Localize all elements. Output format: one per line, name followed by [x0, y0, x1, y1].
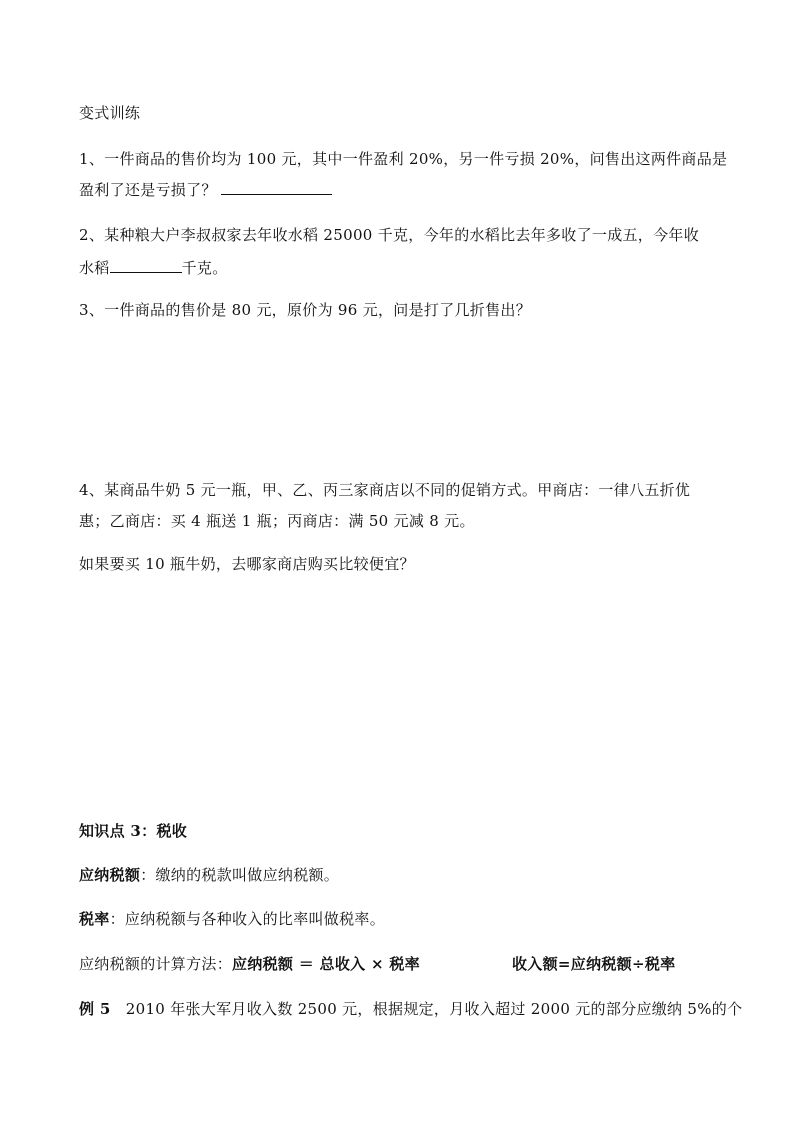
term-tax-amount: 应纳税额	[79, 866, 141, 884]
calculation-label: 应纳税额的计算方法：	[79, 955, 233, 973]
example-5-label: 例 5	[79, 1000, 111, 1018]
answer-blank-1[interactable]	[221, 178, 332, 195]
question-1-text: 盈利了还是亏损了？	[79, 181, 217, 199]
question-2-line-1: 2、某种粮大户李叔叔家去年收水稻 25000 千克，今年的水稻比去年多收了一成五，今年收	[79, 226, 700, 244]
question-2-line-2	[79, 256, 228, 278]
question-4-line-2: 惠；乙商店：买 4 瓶送 1 瓶；丙商店：满 50 元减 8 元。	[79, 512, 475, 530]
calculation-method	[79, 953, 420, 974]
definition-tax-amount	[79, 864, 339, 885]
section-title: 变式训练	[79, 104, 141, 122]
question-2-text-before: 水稻	[79, 259, 110, 277]
term-tax-rate: 税率	[79, 910, 110, 928]
definition-tax-amount-text: ：缴纳的税款叫做应纳税额。	[140, 866, 340, 884]
question-2-text-after: 千克。	[181, 259, 228, 277]
formula-tax-amount: 应纳税额 ＝ 总收入 × 税率	[232, 955, 420, 973]
question-1-line-1: 1、一件商品的售价均为 100 元，其中一件盈利 20%，另一件亏损 20%，问售出这两件商品是	[79, 150, 728, 168]
question-1-line-2	[79, 178, 332, 200]
example-5-text: 2010 年张大军月收入数 2500 元，根据规定，月收入超过 2000 元的部分应缴纳 5%的个	[125, 1000, 743, 1018]
question-4-line-3: 如果要买 10 瓶牛奶，去哪家商店购买比较便宜？	[79, 555, 415, 573]
question-4-line-1: 4、某商品牛奶 5 元一瓶，甲、乙、丙三家商店以不同的促销方式。甲商店：一律八五折优	[79, 481, 691, 499]
formula-income: 收入额=应纳税额÷税率	[512, 955, 676, 973]
knowledge-point-title: 知识点 3：税收	[79, 822, 188, 840]
example-5	[79, 998, 742, 1019]
answer-blank-2[interactable]	[110, 256, 182, 273]
definition-tax-rate-text: ：应纳税额与各种收入的比率叫做税率。	[109, 910, 386, 928]
question-3: 3、一件商品的售价是 80 元，原价为 96 元，问是打了几折售出？	[79, 301, 531, 319]
definition-tax-rate	[79, 908, 385, 929]
